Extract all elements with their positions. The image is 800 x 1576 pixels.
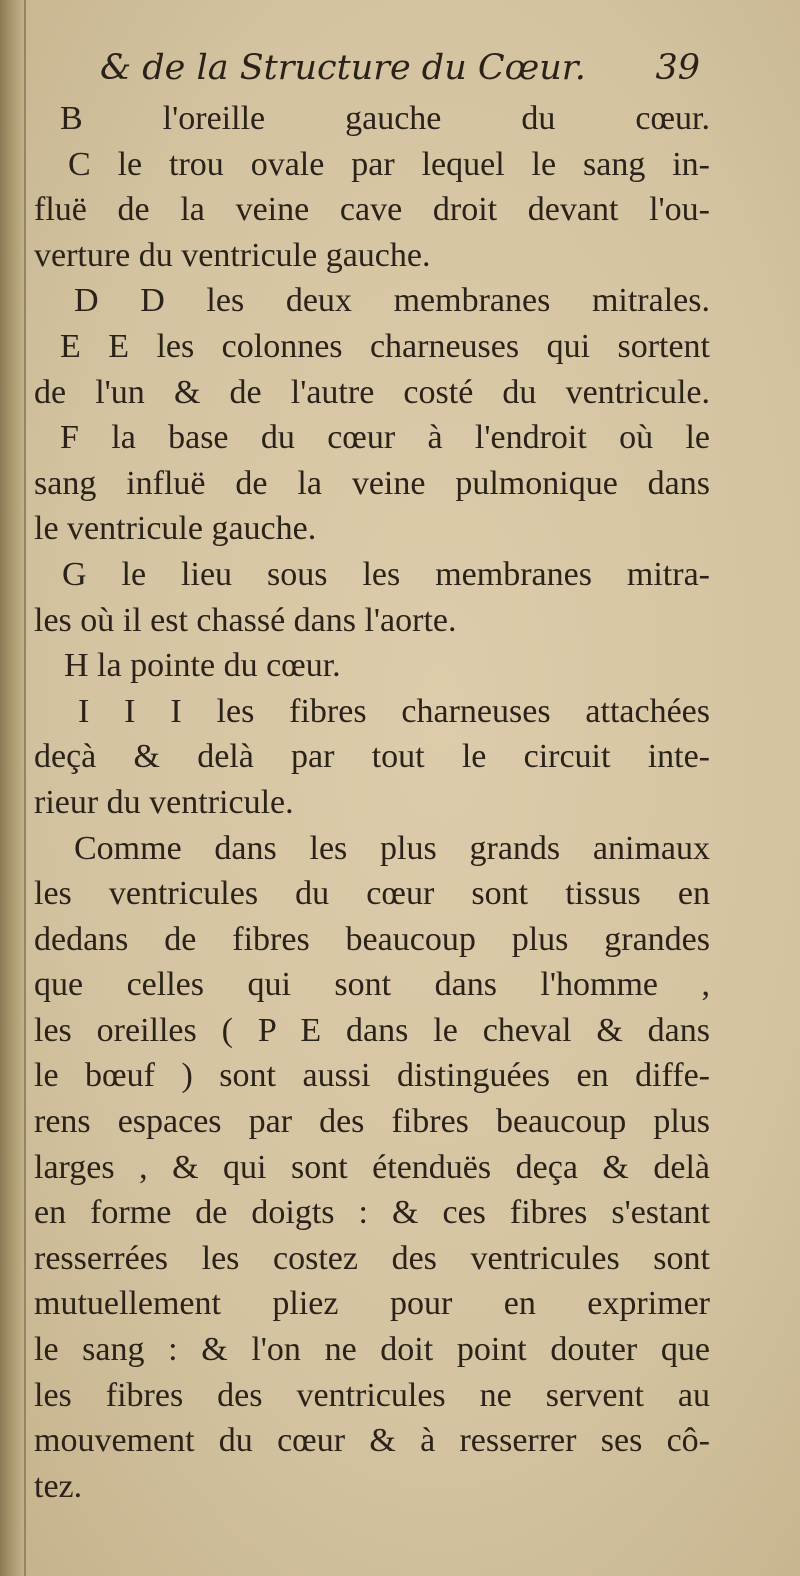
page-gutter: [0, 0, 26, 1576]
text-line: rens espaces par des fibres beaucoup plus: [34, 1103, 710, 1141]
text-line: F la base du cœur à l'endroit où le: [60, 419, 710, 457]
text-line: I I I les fibres charneuses attachées: [78, 692, 710, 730]
text-line: D D les deux membranes mitrales.: [74, 282, 710, 320]
text-line: rieur du ventricule.: [34, 783, 294, 821]
page-edge: [24, 0, 26, 1576]
text-line: sang influë de la veine pulmonique dans: [34, 464, 710, 502]
text-line: de l'un & de l'autre costé du ventricule.: [34, 373, 710, 411]
text-line: les fibres des ventricules ne servent au: [34, 1376, 710, 1414]
text-line: H la pointe du cœur.: [64, 647, 341, 685]
text-line: les ventricules du cœur sont tissus en: [34, 875, 710, 913]
text-line: en forme de doigts : & ces fibres s'estant: [34, 1194, 710, 1232]
text-line: E E les colonnes charneuses qui sortent: [60, 327, 710, 365]
text-line: tez.: [34, 1467, 83, 1505]
text-line: le bœuf ) sont aussi distinguées en diffe-: [34, 1057, 710, 1095]
text-line: mutuellement pliez pour en exprimer: [34, 1285, 710, 1323]
text-line: G le lieu sous les membranes mitra-: [62, 555, 710, 593]
text-line: Comme dans les plus grands animaux: [74, 829, 710, 867]
running-title: & de la Structure du Cœur.: [100, 48, 586, 88]
text-line: le sang : & l'on ne doit point douter que: [34, 1331, 710, 1369]
text-line: B l'oreille gauche du cœur.: [60, 100, 710, 137]
text-line: que celles qui sont dans l'homme ,: [34, 966, 710, 1004]
text-line: les où il est chassé dans l'aorte.: [34, 601, 457, 639]
body-text: [34, 96, 710, 1509]
text-line: larges , & qui sont étenduës deça & delà: [34, 1148, 710, 1186]
text-line: deçà & delà par tout le circuit inte-: [34, 738, 710, 776]
text-line: C le trou ovale par lequel le sang in-: [68, 145, 710, 183]
text-line: fluë de la veine cave droit devant l'ou-: [34, 191, 710, 229]
text-line: dedans de fibres beaucoup plus grandes: [34, 920, 710, 958]
text-line: les oreilles ( P E dans le cheval & dans: [34, 1011, 710, 1049]
text-line: verture du ventricule gauche.: [34, 236, 431, 274]
text-line: resserrées les costez des ventricules sont: [34, 1239, 710, 1277]
text-line: mouvement du cœur & à resserrer ses cô-: [34, 1422, 710, 1460]
page-header: [100, 48, 700, 100]
page-number: 39: [655, 48, 700, 88]
text-line: le ventricule gauche.: [34, 510, 317, 548]
